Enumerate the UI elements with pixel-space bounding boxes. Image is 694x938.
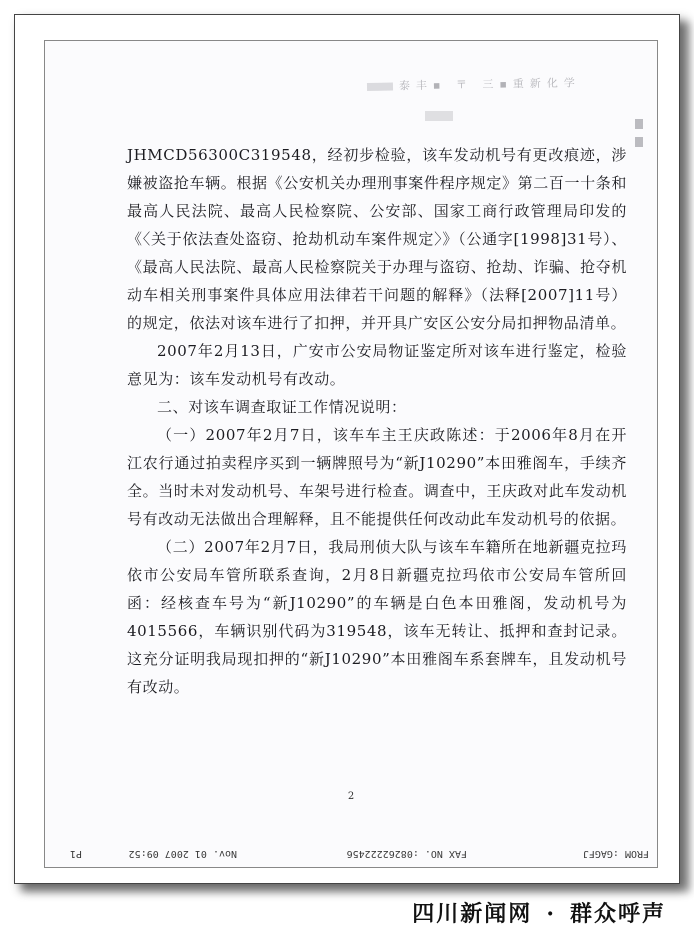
section-heading-investigation: 二、对该车调查取证工作情况说明： (157, 398, 407, 416)
paragraph-appraisal: 2007年2月13日，广安市公安局物证鉴定所对该车进行鉴定，检验意见为：该车发动机号有改动。 (127, 342, 627, 388)
fax-datetime: Nov. 01 2007 09:52 (128, 848, 237, 859)
fax-from: FROM :GAGFJ (582, 848, 649, 859)
scanned-document-page (44, 40, 658, 868)
fax-page: P1 (69, 848, 82, 859)
faint-header-stamp (367, 74, 597, 98)
paragraph-vehicle-seizure: JHMCD56300C319548，经初步检验，该车发动机号有更改痕迹，涉嫌被盗抢车辆。根据《公安机关办理刑事案件程序规定》第二百一十条和最高人民法院、最高人民检察院、公安部、国家工商行政管理局印发的《〈关于依法查处盗窃、抢劫机动车案件规定〉》（公通字[1998]31号）、《最高人民法院、最高人民检察院关于办理与盗窃、抢劫、诈骗、抢夺机动车相关刑事案件具体应用法律若干问题的解释》（法释[2007]11号）的规定，依法对该车进行了扣押，并开具广安区公安分局扣押物品清单。 (127, 146, 627, 332)
page-number: 2 (347, 791, 355, 802)
stamp-blot (367, 83, 393, 91)
edge-mark (635, 137, 643, 147)
caption-site: 四川新闻网 (412, 901, 533, 927)
fax-number: FAX NO. :08262222456 (346, 848, 467, 859)
caption-separator: · (546, 901, 556, 927)
fax-header-upside-down (45, 845, 657, 859)
source-caption (412, 897, 666, 931)
document-body (127, 141, 627, 701)
paragraph-owner-statement: （一）2007年2月7日，该车车主王庆政陈述：于2006年8月在开江农行通过拍卖程序买到一辆牌照号为“新J10290”本田雅阁车，手续齐全。当时未对发动机号、车架号进行检查。调查中，王庆政对此车发动机号有改动无法做出合理解释，且不能提供任何改动此车发动机号的依据。 (127, 426, 627, 528)
faint-header-stamp-text: 泰丰▪ 〒 三▪重新化学 (398, 76, 581, 93)
faint-stamp-mark (425, 111, 453, 121)
caption-column: 群众呼声 (569, 901, 666, 927)
paragraph-registry-inquiry: （二）2007年2月7日，我局刑侦大队与该车车籍所在地新疆克拉玛依市公安局车管所联系查询，2月8日新疆克拉玛依市公安局车管所回函：经核查车号为“新J10290”的车辆是白色本田雅阁，发动机号为4015566，车辆识别代码为319548，该车无转让、抵押和查封记录。这充分证明我局现扣押的“新J10290”本田雅阁车系套牌车，且发动机号有改动。 (127, 538, 627, 696)
edge-mark (635, 119, 643, 129)
